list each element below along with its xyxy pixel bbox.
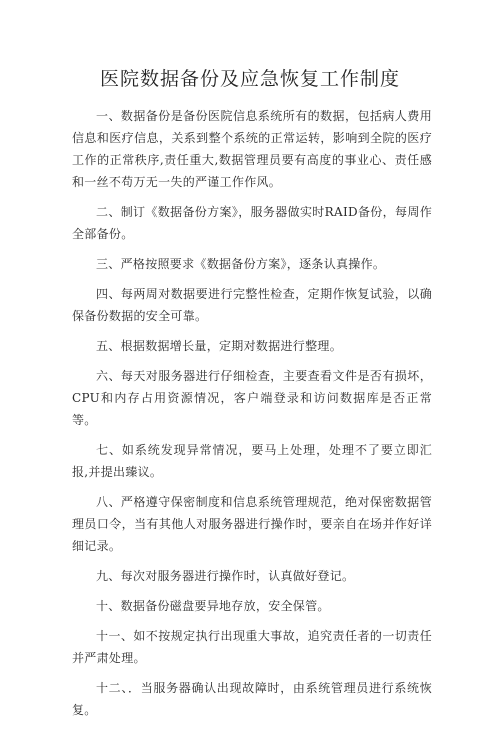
paragraph-8: 八、严格遵守保密制度和信息系统管理规范，绝对保密数据管理员口令，当有其他人对服务器进行操作时，要亲自在场并作好详细记录。 <box>72 495 432 553</box>
document-title: 医院数据备份及应急恢复工作制度 <box>99 68 400 90</box>
paragraph-3: 三、严格按照要求《数据备份方案》，逐条认真操作。 <box>96 257 386 271</box>
paragraph-9: 九、每次对服务器进行操作时，认真做好登记。 <box>96 569 355 583</box>
paragraph-4: 四、每两周对数据要进行完整性检查，定期作恢复试验，以确保备份数据的安全可靠。 <box>72 287 432 323</box>
paragraph-2: 二、制订《数据备份方案》，服务器做实时RAID备份，每周作全部备份。 <box>72 205 432 241</box>
paragraph-7: 七、如系统发现异常情况，要马上处理，处理不了要立即汇报,并提出臻议。 <box>72 443 432 479</box>
paragraph-1: 一、数据备份是备份医院信息系统所有的数据，包括病人费用信息和医疗信息，关系到整个系统的正常运转，影响到全院的医疗工作的正常秩序,责任重大,数据管理员要有高度的事业心、责任感和一丝不苟万无一失的严谨工作作风。 <box>72 109 432 189</box>
paragraph-11: 十一、如不按规定执行出现重大事故，追究责任者的一切责任并严肃处理。 <box>72 629 432 665</box>
paragraph-6: 六、每天对服务器进行仔细检查，主要查看文件是否有损坏，CPU和内存占用资源情况，客户端登录和访问数据库是否正常等。 <box>72 369 432 427</box>
paragraph-5: 五、根据数据增长量，定期对数据进行整理。 <box>96 339 343 353</box>
paragraph-10: 十、数据备份磁盘要异地存放，安全保管。 <box>96 599 330 613</box>
paragraph-12: 十二、．当服务器确认出现故障时，由系统管理员进行系统恢复。 <box>72 681 432 717</box>
document-body <box>72 105 432 729</box>
